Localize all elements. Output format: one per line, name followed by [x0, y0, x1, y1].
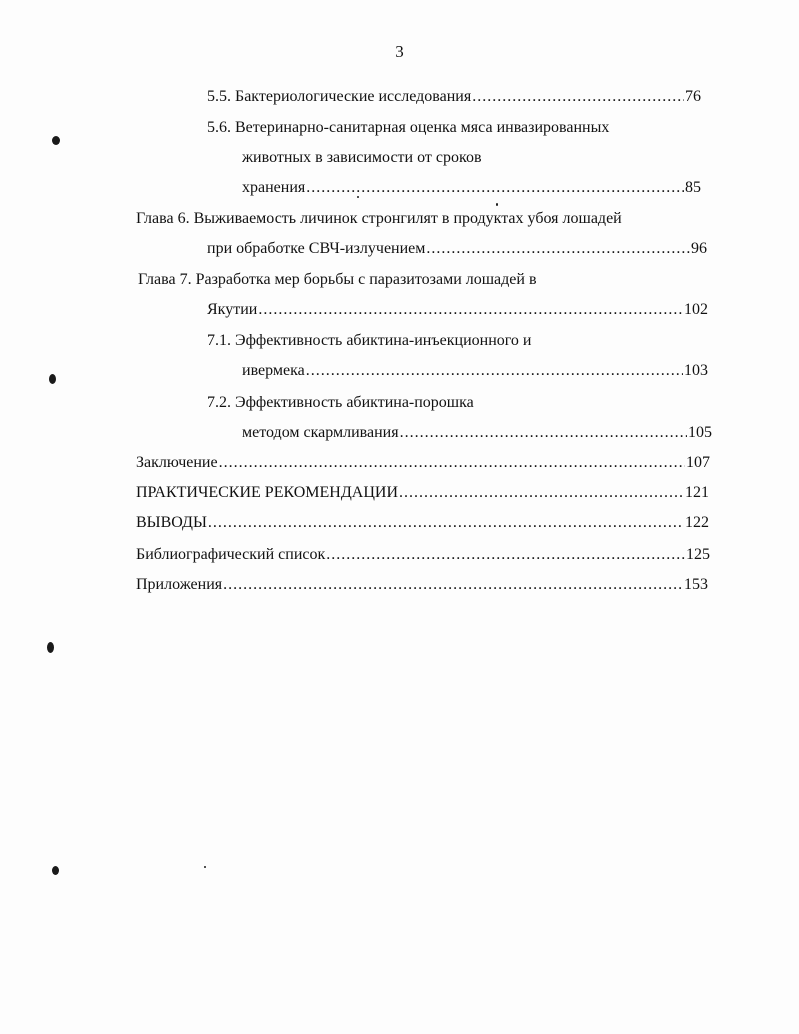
toc-entry-5-5 [207, 87, 701, 107]
toc-entry-label: Библиографический список [136, 546, 326, 563]
scan-speck [204, 866, 206, 868]
toc-entry-page: 122 [685, 514, 709, 531]
toc-entry-chapter-7-line1: Глава 7. Разработка мер борьбы с паразитозами лошадей в [138, 271, 537, 288]
toc-entry-label: при обработке СВЧ-излучением [207, 240, 426, 257]
toc-entry-label: ивермека [242, 362, 305, 379]
leader-dots [426, 239, 690, 259]
toc-entry-page: 105 [688, 424, 712, 441]
scan-speck [357, 196, 359, 198]
toc-entry-page: 153 [684, 576, 708, 593]
toc-entry-label: ПРАКТИЧЕСКИЕ РЕКОМЕНДАЦИИ [136, 484, 398, 501]
toc-entry-label: ВЫВОДЫ [136, 514, 207, 531]
toc-entry-page: 76 [685, 88, 701, 105]
toc-entry-7-2-line1: 7.2. Эффективность абиктина-порошка [207, 394, 474, 411]
toc-entry-findings [136, 513, 709, 533]
toc-entry-conclusion [136, 453, 710, 473]
leader-dots [306, 361, 683, 381]
toc-entry-page: 125 [686, 546, 710, 563]
leader-dots [399, 483, 684, 503]
page-number: 3 [395, 42, 404, 61]
toc-entry-page: 121 [685, 484, 709, 501]
scan-mark [52, 136, 60, 145]
toc-entry-label: Приложения [136, 576, 223, 593]
toc-entry-recommendations [136, 483, 709, 503]
leader-dots [306, 178, 684, 198]
toc-entry-appendices [136, 575, 708, 595]
toc-entry-chapter-7 [207, 300, 708, 320]
leader-dots [223, 575, 683, 595]
leader-dots [258, 300, 683, 320]
toc-entry-label: Якутии [207, 301, 258, 318]
toc-entry-page: 96 [691, 240, 707, 257]
leader-dots [400, 423, 687, 443]
toc-entry-7-1 [242, 361, 708, 381]
toc-entry-chapter-6 [207, 239, 707, 259]
toc-entry-label: 5.5. Бактериологические исследования [207, 88, 472, 105]
toc-entry-7-1-line1: 7.1. Эффективность абиктина-инъекционного и [207, 332, 532, 349]
toc-entry-5-6-line2: животных в зависимости от сроков [242, 149, 482, 166]
toc-entry-5-6 [242, 178, 701, 198]
toc-entry-page: 85 [685, 179, 701, 196]
leader-dots [208, 513, 684, 533]
scan-speck [496, 203, 498, 206]
toc-entry-label: методом скармливания [242, 424, 399, 441]
toc-entry-label: Заключение [136, 454, 218, 471]
toc-entry-bibliography [136, 545, 710, 565]
scan-mark [49, 374, 56, 384]
toc-entry-7-2 [242, 423, 712, 443]
scan-mark [52, 866, 59, 875]
leader-dots [326, 545, 685, 565]
leader-dots [472, 87, 684, 107]
toc-entry-label: хранения [242, 179, 306, 196]
leader-dots [219, 453, 685, 473]
toc-entry-page: 107 [686, 454, 710, 471]
toc-entry-page: 102 [684, 301, 708, 318]
toc-entry-5-6-line1: 5.6. Ветеринарно-санитарная оценка мяса инвазированных [207, 119, 610, 136]
toc-entry-chapter-6-line1: Глава 6. Выживаемость личинок стронгилят в продуктах убоя лошадей [136, 210, 622, 227]
toc-entry-page: 103 [684, 362, 708, 379]
scan-mark [47, 642, 54, 653]
